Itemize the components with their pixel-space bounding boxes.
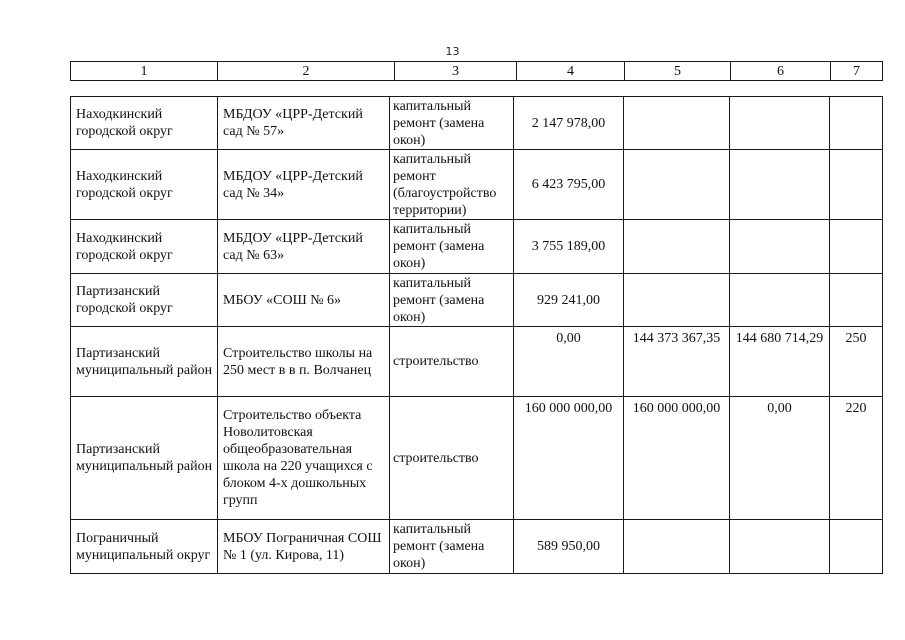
object-cell: МБОУ Пограничная СОШ № 1 (ул. Кирова, 11) xyxy=(218,520,390,574)
capacity-cell xyxy=(830,274,883,327)
amount-col6-cell xyxy=(730,97,830,150)
header-col-2: 2 xyxy=(218,62,395,81)
work-type-cell: строительство xyxy=(390,397,514,520)
object-cell: МБДОУ «ЦРР-Детский сад № 34» xyxy=(218,150,390,220)
object-cell: МБОУ «СОШ № 6» xyxy=(218,274,390,327)
page-number: 13 xyxy=(445,45,460,58)
amount-col5-cell: 144 373 367,35 xyxy=(624,327,730,397)
table-row xyxy=(71,274,883,327)
work-type-cell: капитальный ремонт (замена окон) xyxy=(390,274,514,327)
table-row xyxy=(71,327,883,397)
header-col-3: 3 xyxy=(395,62,517,81)
amount-col5-cell xyxy=(624,220,730,274)
capacity-cell xyxy=(830,520,883,574)
municipality-cell: Находкинский городской округ xyxy=(71,220,218,274)
work-type-cell: капитальный ремонт (замена окон) xyxy=(390,220,514,274)
table-row xyxy=(71,97,883,150)
data-table xyxy=(70,96,883,574)
amount-col6-cell: 144 680 714,29 xyxy=(730,327,830,397)
work-type-cell: капитальный ремонт (благоустройство территории) xyxy=(390,150,514,220)
object-cell: МБДОУ «ЦРР-Детский сад № 63» xyxy=(218,220,390,274)
capacity-cell: 250 xyxy=(830,327,883,397)
municipality-cell: Партизанский муниципальный район xyxy=(71,397,218,520)
object-cell: Строительство школы на 250 мест в в п. Волчанец xyxy=(218,327,390,397)
capacity-cell xyxy=(830,97,883,150)
header-col-6: 6 xyxy=(731,62,831,81)
capacity-cell xyxy=(830,220,883,274)
amount-col6-cell xyxy=(730,274,830,327)
work-type-cell: капитальный ремонт (замена окон) xyxy=(390,97,514,150)
table-row xyxy=(71,520,883,574)
amount-col4-cell: 589 950,00 xyxy=(514,520,624,574)
table-row xyxy=(71,397,883,520)
amount-col5-cell xyxy=(624,150,730,220)
amount-col6-cell xyxy=(730,520,830,574)
municipality-cell: Находкинский городской округ xyxy=(71,97,218,150)
table-row xyxy=(71,220,883,274)
capacity-cell: 220 xyxy=(830,397,883,520)
header-col-5: 5 xyxy=(625,62,731,81)
municipality-cell: Пограничный муниципальный округ xyxy=(71,520,218,574)
capacity-cell xyxy=(830,150,883,220)
object-cell: МБДОУ «ЦРР-Детский сад № 57» xyxy=(218,97,390,150)
header-row xyxy=(71,62,883,81)
header-col-4: 4 xyxy=(517,62,625,81)
amount-col4-cell: 2 147 978,00 xyxy=(514,97,624,150)
amount-col4-cell: 160 000 000,00 xyxy=(514,397,624,520)
amount-col6-cell: 0,00 xyxy=(730,397,830,520)
work-type-cell: строительство xyxy=(390,327,514,397)
amount-col6-cell xyxy=(730,150,830,220)
amount-col6-cell xyxy=(730,220,830,274)
amount-col4-cell: 6 423 795,00 xyxy=(514,150,624,220)
object-cell: Строительство объекта Новолитовская общеобразовательная школа на 220 учащихся с блоком 4-х дошкольных групп xyxy=(218,397,390,520)
amount-col4-cell: 929 241,00 xyxy=(514,274,624,327)
work-type-cell: капитальный ремонт (замена окон) xyxy=(390,520,514,574)
amount-col4-cell: 0,00 xyxy=(514,327,624,397)
header-col-7: 7 xyxy=(831,62,883,81)
amount-col4-cell: 3 755 189,00 xyxy=(514,220,624,274)
amount-col5-cell xyxy=(624,97,730,150)
municipality-cell: Партизанский муниципальный район xyxy=(71,327,218,397)
municipality-cell: Партизанский городской округ xyxy=(71,274,218,327)
amount-col5-cell xyxy=(624,274,730,327)
column-number-header xyxy=(70,61,883,81)
header-col-1: 1 xyxy=(71,62,218,81)
municipality-cell: Находкинский городской округ xyxy=(71,150,218,220)
amount-col5-cell xyxy=(624,520,730,574)
amount-col5-cell: 160 000 000,00 xyxy=(624,397,730,520)
table-row xyxy=(71,150,883,220)
